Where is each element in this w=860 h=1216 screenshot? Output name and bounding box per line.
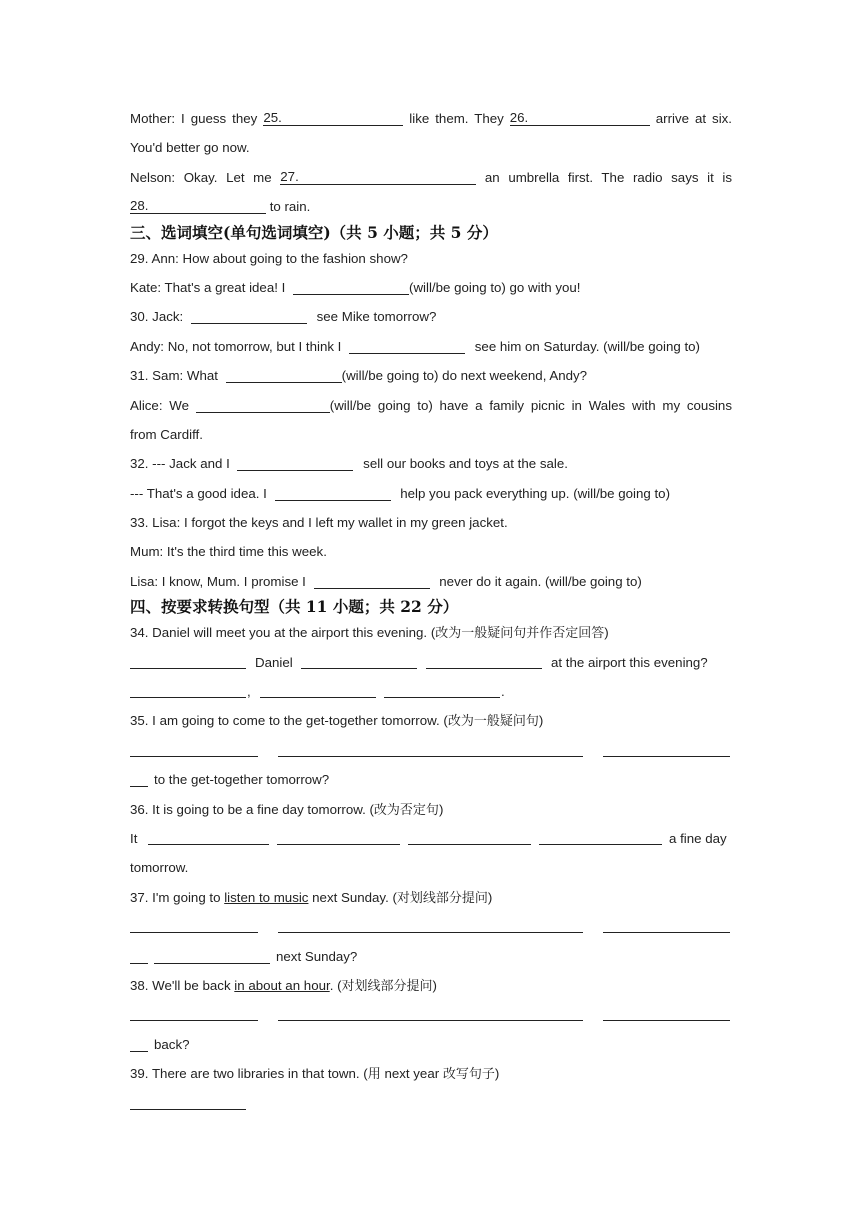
question-34	[130, 618, 732, 647]
instruction: 改写句子	[442, 1067, 495, 1083]
text: Mother: I guess they	[130, 111, 258, 126]
worksheet-page	[130, 104, 732, 1118]
question-30	[130, 302, 732, 331]
question-38-answer-line	[130, 1000, 732, 1029]
blank-32a[interactable]	[237, 456, 353, 471]
text: next Sunday?	[276, 948, 358, 964]
text: )	[487, 889, 493, 905]
text: never do it again. (will/be going to)	[439, 573, 642, 589]
text: .	[501, 684, 505, 700]
text: Alice: We	[130, 397, 189, 413]
blank-32b[interactable]	[275, 486, 391, 501]
question-39	[130, 1059, 732, 1088]
text: (will/be going to) do next weekend, Andy?	[341, 368, 588, 384]
blank-34a[interactable]	[130, 654, 246, 669]
text: 36. It is going to be a fine day tomorrow. (	[130, 801, 374, 817]
question-30-answer-line	[130, 332, 732, 361]
blank-34f[interactable]	[384, 683, 500, 698]
dialogue-line: You'd better go now.	[130, 140, 250, 156]
question-33: 33. Lisa: I forgot the keys and I left my wallet in my green jacket.	[130, 515, 508, 531]
question-38-answer-end	[130, 1030, 732, 1059]
blank-30b[interactable]	[349, 339, 465, 354]
blank-number: 28.	[130, 198, 149, 214]
text: an umbrella first. The radio says it is	[484, 169, 732, 185]
blank-36b[interactable]	[277, 830, 400, 845]
text: help you pack everything up. (will/be going to)	[400, 485, 671, 501]
text: Lisa: I know, Mum. I promise I	[130, 573, 306, 589]
question-32-answer-line	[130, 479, 732, 508]
blank-38d[interactable]	[130, 1037, 148, 1052]
text: )	[432, 977, 437, 993]
question-31	[130, 361, 732, 390]
blank-37c[interactable]	[603, 918, 730, 933]
blank-34b[interactable]	[301, 654, 417, 669]
question-35-answer-end	[130, 765, 732, 794]
blank-35d[interactable]	[130, 772, 148, 787]
text: 31. Sam: What	[130, 368, 218, 384]
blank-29[interactable]	[293, 280, 409, 295]
blank-34c[interactable]	[426, 654, 542, 669]
text: at the airport this evening?	[551, 654, 708, 670]
blank-33[interactable]	[314, 574, 430, 589]
text: see him on Saturday. (will/be going to)	[474, 338, 700, 354]
text: 35. I am going to come to the get-together tomorrow. (	[130, 713, 448, 729]
instruction: 改为一般疑问句并作否定回答	[435, 626, 605, 642]
question-29-answer-line	[130, 273, 732, 302]
question-37	[130, 883, 732, 912]
text: Nelson: Okay. Let me	[130, 169, 272, 185]
text: 38. We'll be back	[130, 977, 235, 993]
text: (will/be going to) go with you!	[409, 279, 581, 295]
blank-37b[interactable]	[278, 918, 583, 933]
text: arrive at six.	[655, 111, 732, 126]
blank-37a[interactable]	[130, 918, 258, 933]
text: 39. There are two libraries in that town. (	[130, 1066, 368, 1082]
question-34-reply-line	[130, 677, 732, 706]
instruction: 对划线部分提问	[396, 890, 488, 906]
instruction: 用	[367, 1067, 381, 1083]
blank-34d[interactable]	[130, 683, 246, 698]
blank-38c[interactable]	[603, 1006, 730, 1021]
blank-35a[interactable]	[130, 742, 258, 757]
blank-34e[interactable]	[260, 683, 376, 698]
blank-31a[interactable]	[226, 368, 342, 383]
blank-39a[interactable]	[130, 1095, 246, 1110]
text: to the get-together tomorrow?	[154, 772, 330, 788]
blank-number: 25.	[263, 110, 282, 125]
blank-37e[interactable]	[154, 949, 270, 964]
blank-31b[interactable]	[196, 398, 330, 413]
blank-30a[interactable]	[191, 309, 307, 324]
blank-38a[interactable]	[130, 1006, 258, 1021]
text: 30. Jack:	[130, 309, 184, 325]
text: 34. Daniel will meet you at the airport this evening. (	[130, 625, 436, 641]
question-35-answer-line	[130, 736, 732, 765]
text: next year	[380, 1066, 443, 1082]
text: It	[130, 830, 138, 846]
text: sell our books and toys at the sale.	[363, 456, 568, 472]
text: back?	[154, 1036, 190, 1052]
section-heading-4: 四、按要求转换句型（共 11 小题；共 22 分）	[130, 597, 459, 617]
blank-36c[interactable]	[408, 830, 531, 845]
question-31-answer-line	[130, 391, 732, 420]
blank-27[interactable]	[280, 170, 476, 185]
text: next Sunday. (	[308, 889, 397, 905]
text: ,	[247, 684, 251, 700]
blank-number: 26.	[509, 110, 529, 125]
question-34-answer-line	[130, 648, 732, 677]
blank-36a[interactable]	[148, 830, 269, 845]
question-31-continued: from Cardiff.	[130, 426, 203, 442]
underlined-phrase: in about an hour	[234, 977, 330, 993]
text: 37. I'm going to	[130, 889, 225, 905]
dialogue-line-28	[130, 192, 732, 221]
blank-38b[interactable]	[278, 1006, 583, 1021]
question-29: 29. Ann: How about going to the fashion show?	[130, 250, 408, 266]
text: Kate: That's a great idea! I	[130, 279, 286, 295]
text: like them. They	[409, 111, 504, 126]
text: )	[438, 801, 444, 817]
blank-35c[interactable]	[603, 742, 730, 757]
text: . (	[329, 977, 342, 993]
blank-37d[interactable]	[130, 949, 148, 964]
question-38	[130, 971, 732, 1000]
blank-36d[interactable]	[539, 830, 662, 845]
text: a fine day	[669, 830, 727, 846]
dialogue-line-27	[130, 163, 732, 192]
question-32	[130, 449, 732, 478]
text: --- That's a good idea. I	[130, 485, 267, 501]
text: )	[538, 713, 544, 729]
text: Andy: No, not tomorrow, but I think I	[130, 338, 342, 354]
text: Daniel	[255, 654, 293, 670]
question-35	[130, 706, 732, 735]
dialogue-line-25	[130, 104, 732, 133]
instruction: 对划线部分提问	[341, 978, 433, 994]
question-37-answer-end	[130, 942, 732, 971]
question-33-line: Mum: It's the third time this week.	[130, 544, 327, 560]
text: 32. --- Jack and I	[130, 456, 230, 472]
blank-26[interactable]	[510, 111, 650, 126]
question-33-answer-line	[130, 567, 732, 596]
underlined-phrase: listen to music	[224, 889, 309, 905]
question-36-answer-line	[130, 824, 732, 853]
text: to rain.	[269, 199, 311, 215]
text: )	[604, 625, 609, 641]
blank-28[interactable]	[130, 199, 266, 214]
section-heading-3: 三、选词填空(单句选词填空)（共 5 小题；共 5 分）	[130, 222, 498, 242]
question-36	[130, 795, 732, 824]
text: )	[494, 1066, 500, 1082]
text: (will/be going to) have a family picnic in Wales with my cousins	[329, 397, 732, 413]
text: see Mike tomorrow?	[316, 309, 437, 325]
blank-35b[interactable]	[278, 742, 583, 757]
instruction: 改为否定句	[373, 802, 439, 818]
question-37-answer-line	[130, 912, 732, 941]
blank-25[interactable]	[263, 111, 403, 126]
question-36-continued: tomorrow.	[130, 860, 189, 876]
blank-number: 27.	[280, 168, 299, 184]
question-39-answer-line	[130, 1089, 732, 1118]
instruction: 改为一般疑问句	[447, 714, 539, 730]
